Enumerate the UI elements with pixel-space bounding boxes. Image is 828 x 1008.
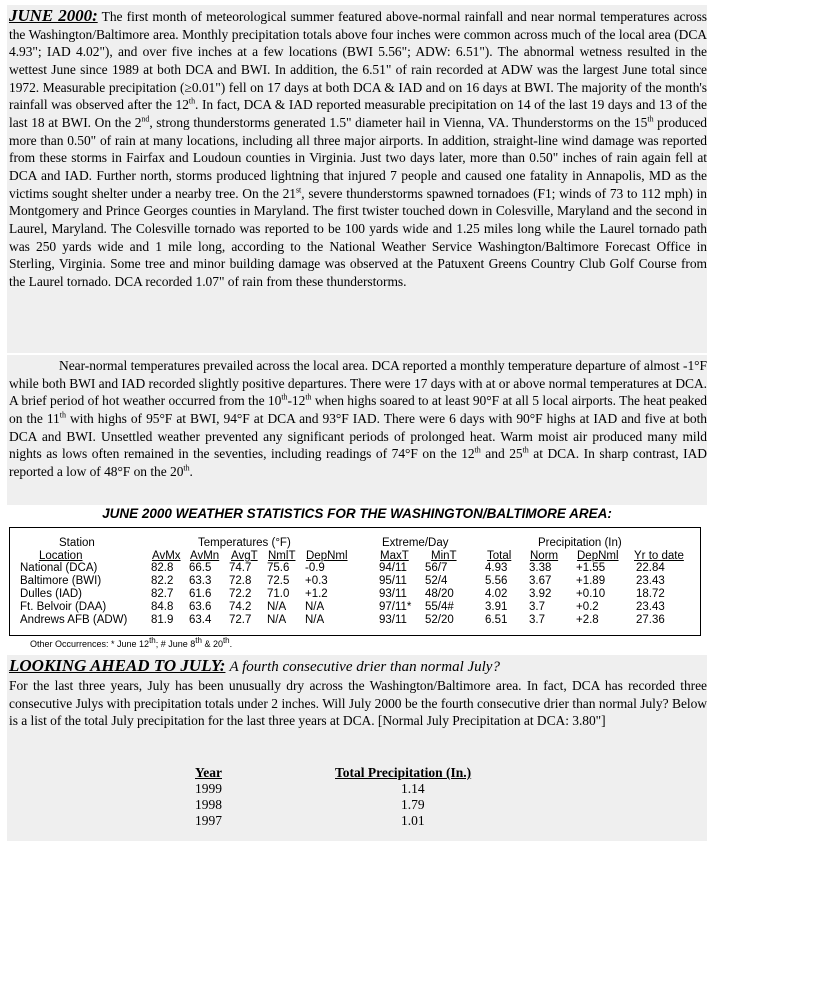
cell-maxt: 93/11 — [379, 614, 407, 626]
cell-avmx: 81.9 — [151, 614, 174, 626]
cell-year: 1997 — [195, 813, 222, 828]
cell-year: 1998 — [195, 797, 222, 812]
stats-rows — [20, 562, 696, 627]
cell-yr-to-date: 22.84 — [636, 562, 665, 574]
cell-total: 4.93 — [485, 562, 508, 574]
cell-yr-to-date: 23.43 — [636, 575, 665, 587]
cell-total-precip: 1.14 — [401, 781, 425, 796]
col-header-avgt: AvgT — [231, 550, 258, 562]
cell-precip-depnml: +0.10 — [576, 588, 606, 600]
july-paragraph: For the last three years, July has been unusually dry across the Washington/Baltimore area. In fact, DCA has recorded three consecutive Julys with precipitation totals under 2 inches. Will July 2000 be the fourth consecutive drier than normal July? Below is a list of the total July precipitation for the last three years at DCA. [Normal July Precipitation at DCA: 3.80"] — [9, 678, 707, 729]
table-row — [20, 601, 696, 614]
col-header-total: Total — [487, 550, 512, 562]
cell-norm: 3.7 — [529, 601, 545, 613]
cell-depnml: +0.3 — [305, 575, 328, 587]
cell-depnml: N/A — [305, 601, 325, 613]
cell-mint: 56/7 — [425, 562, 448, 574]
cell-avmn: 61.6 — [189, 588, 212, 600]
cell-avgt: 72.7 — [229, 614, 252, 626]
weather-statistics-table — [9, 527, 701, 636]
june-paragraph-1-text: The first month of meteorological summer featured above-normal rainfall and near normal temperatures across the Washington/Baltimore area. Monthly precipitation totals above four inches were common across much of the local area (DCA 4.93"; IAD 4.02"), and over five inches at a few locations (BWI 5.56"; ADW: 6.51"). The abnormal wetness resulted in the wettest June since 1989 at both DCA and BWI. In addition, the 6.51" of rain recorded at ADW was the largest June total since 1972. Measurable precipitation (≥0.01") fell on 17 days at both DCA & IAD and on 16 days at BWI. The majority of the month's rainfall was observed after the 12th. In fact, DCA & IAD reported measurable precipitation on 14 of the last 19 days and 13 of the last 18 at BWI. On the 2nd, strong thunderstorms generated 1.5" diameter hail in Vienna, VA. Thunderstorms on the 15th produced more than 0.50" of rain at many locations, including all three major airports. In addition, straight-line wind damage was reported from these storms in Fairfax and Loudoun counties in Virginia. Just two days later, more than 0.50" inches of rain again fell at DCA and IAD. Further north, storms produced lightning that injured 7 people and caused one fatality in Annapolis, MD as the victims sought shelter under a nearby tree. On the 21st, severe thunderstorms spawned tornadoes (F1; winds of 73 to 112 mph) in Montgomery and Prince Georges counties in Maryland. The first twister touched down in Colesville, Maryland and the second in Laurel, Maryland. The Colesville tornado was reported to be 100 yards wide and 1.25 miles long while the Laurel tornado path was 250 yards wide and 1 mile long, according to the National Weather Service Washington/Baltimore Forecast Office in Sterling, Virginia. Some tree and minor building damage was observed at the Patuxent Greens Country Club Golf Course from the Laurel tornado. DCA recorded 1.07" of rain from these thunderstorms. — [9, 9, 708, 289]
cell-year: 1999 — [195, 781, 222, 796]
cell-location: Baltimore (BWI) — [20, 575, 102, 587]
col-header-precip-depnml: DepNml — [577, 550, 619, 562]
cell-precip-depnml: +1.89 — [576, 575, 606, 587]
july-precip-table — [195, 765, 515, 829]
cell-avmn: 66.5 — [189, 562, 212, 574]
cell-yr-to-date: 23.43 — [636, 601, 665, 613]
cell-avmx: 82.8 — [151, 562, 174, 574]
cell-maxt: 97/11* — [379, 601, 412, 613]
cell-avmx: 82.7 — [151, 588, 174, 600]
june-lead-heading: JUNE 2000: — [9, 6, 98, 25]
cell-total: 4.02 — [485, 588, 508, 600]
cell-location: Ft. Belvoir (DAA) — [20, 601, 107, 613]
cell-avgt: 74.2 — [229, 601, 252, 613]
table-row — [195, 781, 515, 797]
july-outlook-block — [7, 655, 707, 841]
cell-depnml: -0.9 — [305, 562, 325, 574]
cell-norm: 3.38 — [529, 562, 552, 574]
cell-precip-depnml: +0.2 — [576, 601, 599, 613]
cell-nmlt: N/A — [267, 614, 287, 626]
col-header-location: Location — [39, 550, 83, 562]
cell-avmn: 63.3 — [189, 575, 212, 587]
cell-total: 5.56 — [485, 575, 508, 587]
cell-norm: 3.67 — [529, 575, 552, 587]
temperatures-group-header: Temperatures (°F) — [198, 537, 291, 549]
extreme-group-header: Extreme/Day — [382, 537, 449, 549]
cell-location: Dulles (IAD) — [20, 588, 82, 600]
cell-depnml: +1.2 — [305, 588, 328, 600]
cell-avmx: 84.8 — [151, 601, 174, 613]
table-row — [20, 562, 696, 575]
cell-mint: 52/20 — [425, 614, 454, 626]
table-row — [20, 575, 696, 588]
col-header-avmn: AvMn — [190, 550, 220, 562]
cell-yr-to-date: 27.36 — [636, 614, 665, 626]
cell-yr-to-date: 18.72 — [636, 588, 665, 600]
cell-precip-depnml: +2.8 — [576, 614, 599, 626]
june-temperature-block — [7, 355, 707, 505]
station-group-header: Station — [59, 537, 95, 549]
precipitation-group-header: Precipitation (In) — [538, 537, 622, 549]
cell-total-precip: 1.01 — [401, 813, 425, 828]
july-heading-line — [7, 655, 707, 677]
col-header-maxt: MaxT — [380, 550, 409, 562]
col-header-norm: Norm — [530, 550, 559, 562]
cell-norm: 3.92 — [529, 588, 552, 600]
cell-nmlt: 72.5 — [267, 575, 290, 587]
july-col-total: Total Precipitation (In.) — [335, 765, 472, 780]
cell-precip-depnml: +1.55 — [576, 562, 606, 574]
july-heading: LOOKING AHEAD TO JULY: — [9, 656, 226, 675]
cell-mint: 55/4# — [425, 601, 454, 613]
july-col-year: Year — [195, 765, 222, 780]
col-header-depnml: DepNml — [306, 550, 348, 562]
cell-avmn: 63.4 — [189, 614, 212, 626]
cell-mint: 52/4 — [425, 575, 448, 587]
col-header-nmlt: NmlT — [268, 550, 296, 562]
col-header-avmx: AvMx — [152, 550, 181, 562]
cell-nmlt: N/A — [267, 601, 287, 613]
cell-maxt: 93/11 — [379, 588, 407, 600]
cell-nmlt: 71.0 — [267, 588, 290, 600]
cell-avgt: 72.8 — [229, 575, 252, 587]
col-header-mint: MinT — [431, 550, 457, 562]
cell-total-precip: 1.79 — [401, 797, 425, 812]
cell-depnml: N/A — [305, 614, 325, 626]
cell-nmlt: 75.6 — [267, 562, 290, 574]
table-row — [20, 588, 696, 601]
col-header-yr-to-date: Yr to date — [634, 550, 684, 562]
june-paragraph-1 — [7, 5, 707, 291]
cell-avmx: 82.2 — [151, 575, 174, 587]
cell-total: 3.91 — [485, 601, 508, 613]
table-row — [20, 614, 696, 627]
table-row — [195, 797, 515, 813]
cell-maxt: 94/11 — [379, 562, 407, 574]
cell-maxt: 95/11 — [379, 575, 407, 587]
table-row — [195, 813, 515, 829]
cell-mint: 48/20 — [425, 588, 454, 600]
cell-location: National (DCA) — [20, 562, 98, 574]
june-paragraph-2: Near-normal temperatures prevailed across the local area. DCA reported a monthly temperature departure of almost -1°F while both BWI and IAD recorded slightly positive departures. There were 17 days with at or above normal temperatures at DCA. A brief period of hot weather occurred from the 10th-12th when highs soared to at least 90°F at all 5 local airports. The heat peaked on the 11th with highs of 95°F at BWI, 94°F at DCA and 93°F IAD. There were 6 days with 90°F highs at IAD and five at both DCA and BWI. Unsettled weather prevented any significant periods of prolonged heat. Warm moist air produced many mild nights as lows often remained in the seventies, including readings of 74°F on the 12th and 25th at DCA. In sharp contrast, IAD reported a low of 48°F on the 20th. — [9, 358, 707, 479]
july-subheading: A fourth consecutive drier than normal July? — [229, 659, 500, 675]
cell-location: Andrews AFB (ADW) — [20, 614, 128, 626]
june-summary-block — [7, 5, 707, 353]
other-occurrences-note: Other Occurrences: * June 12th; # June 8th & 20th. — [30, 636, 233, 649]
cell-norm: 3.7 — [529, 614, 545, 626]
cell-total: 6.51 — [485, 614, 508, 626]
stats-table-title: JUNE 2000 WEATHER STATISTICS FOR THE WASHINGTON/BALTIMORE AREA: — [102, 506, 612, 521]
cell-avgt: 74.7 — [229, 562, 252, 574]
cell-avgt: 72.2 — [229, 588, 252, 600]
cell-avmn: 63.6 — [189, 601, 212, 613]
